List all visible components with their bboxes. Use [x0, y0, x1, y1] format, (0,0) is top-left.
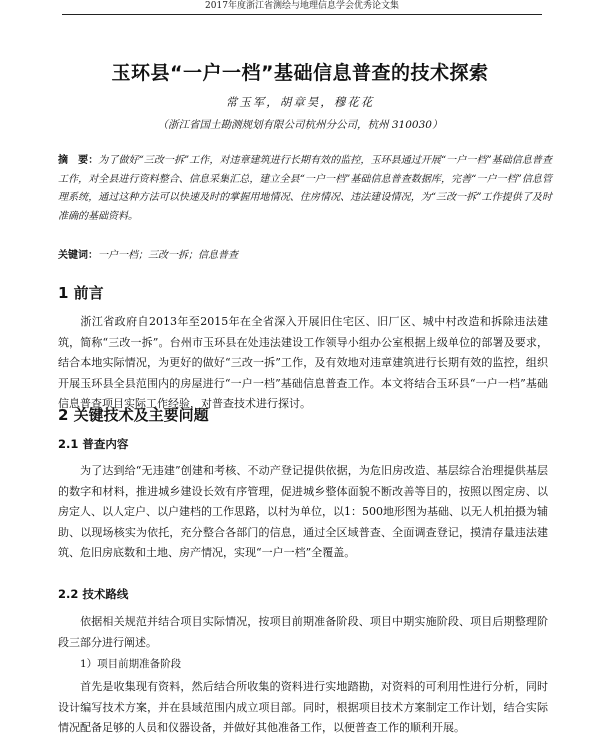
section-1-body: 浙江省政府自2013年至2015年在全省深入开展旧住宅区、旧厂区、城中村改造和拆除违法建筑，简称“三改一拆”。台州市玉环县在处违法建设工作领导小组办公室根据上级单位的部署及要求，结合本地实际情况，为更好的做好“三改一拆”工作，及有效地对违章建筑进行长期有效的监控，组织开展玉环县全县范围内的房屋进行“一户一档”基础信息普查工作。本文将结合玉环县“一户一档”基础信息普查项目实际工作经验，对普查技术进行探讨。: [58, 315, 548, 410]
abstract: [58, 152, 552, 226]
paper-title: 玉环县“一户一档”基础信息普查的技术探索: [111, 62, 489, 84]
abstract-text: 为了做好“三改一拆”工作，对违章建筑进行长期有效的监控，玉环县通过开展“一户一档”基础信息普查工作，对全县进行资料整合、信息采集汇总，建立全县“一户一档”基础信息普查数据库，完善“一户一档”信息管理系统，通过这种方法可以快速及时的掌握用地情况、住房情况、违法建设情况，为“三改一拆”工作提供了及时准确的基础资料。: [58, 155, 553, 222]
affiliation: （浙江省国土勘测规划有限公司杭州分公司，杭州 310030）: [157, 119, 443, 131]
section-2-2-body: 依据相关规范并结合项目实际情况，按项目前期准备阶段、项目中期实施阶段、项目后期整理阶段三部分进行阐述。: [58, 615, 548, 649]
section-2-2-item-1-text: [58, 677, 548, 739]
section-2-2-heading: 2.2 技术路线: [58, 587, 129, 601]
keywords-label: 关键词：: [58, 250, 98, 261]
section-1-text: [58, 312, 548, 415]
section-2-2-item-1: 1）项目前期准备阶段: [80, 658, 182, 670]
section-2-1-text: [58, 461, 548, 564]
section-2-2-text: [58, 612, 548, 653]
section-2-1-body: 为了达到给“无违建”创建和考核、不动产登记提供依据，为危旧房改造、基层综合治理提供基层的数字和材料，推进城乡建设长效有序管理，促进城乡整体面貌不断改善等目的，按照以图定房、以房定人、以人定户、以户建档的工作思路，以村为单位，以1：500地形图为基础、以无人机拍摄为辅助、以现场核实为依托，充分整合各部门的信息，通过全区域普查、全面调查登记，摸清存量违法建筑、危旧房底数和土地、房产情况，实现“一户一档”全覆盖。: [58, 464, 548, 559]
authors: 常玉军，胡章昊，穆花花: [225, 95, 375, 109]
section-2-1-heading: 2.1 普查内容: [58, 437, 129, 451]
section-2-heading: 2 关键技术及主要问题: [58, 406, 209, 424]
section-2-2-item-1-body: 首先是收集现有资料，然后结合所收集的资料进行实地踏勘，对资料的可利用性进行分析，同时设计编写技术方案，并在县域范围内成立项目部。同时，根据项目技术方案制定工作计划，结合实际情况配备足够的人员和仪器设备，并做好其他准备工作，以便普查工作的顺利开展。: [58, 680, 548, 734]
running-header: 2017年度浙江省测绘与地理信息学会优秀论文集: [62, 0, 542, 15]
abstract-label: 摘 要：: [58, 155, 99, 166]
keywords-text: 一户一档；三改一拆；信息普查: [98, 250, 238, 261]
section-1-heading: 1 前言: [58, 284, 104, 302]
keywords: [58, 246, 552, 261]
